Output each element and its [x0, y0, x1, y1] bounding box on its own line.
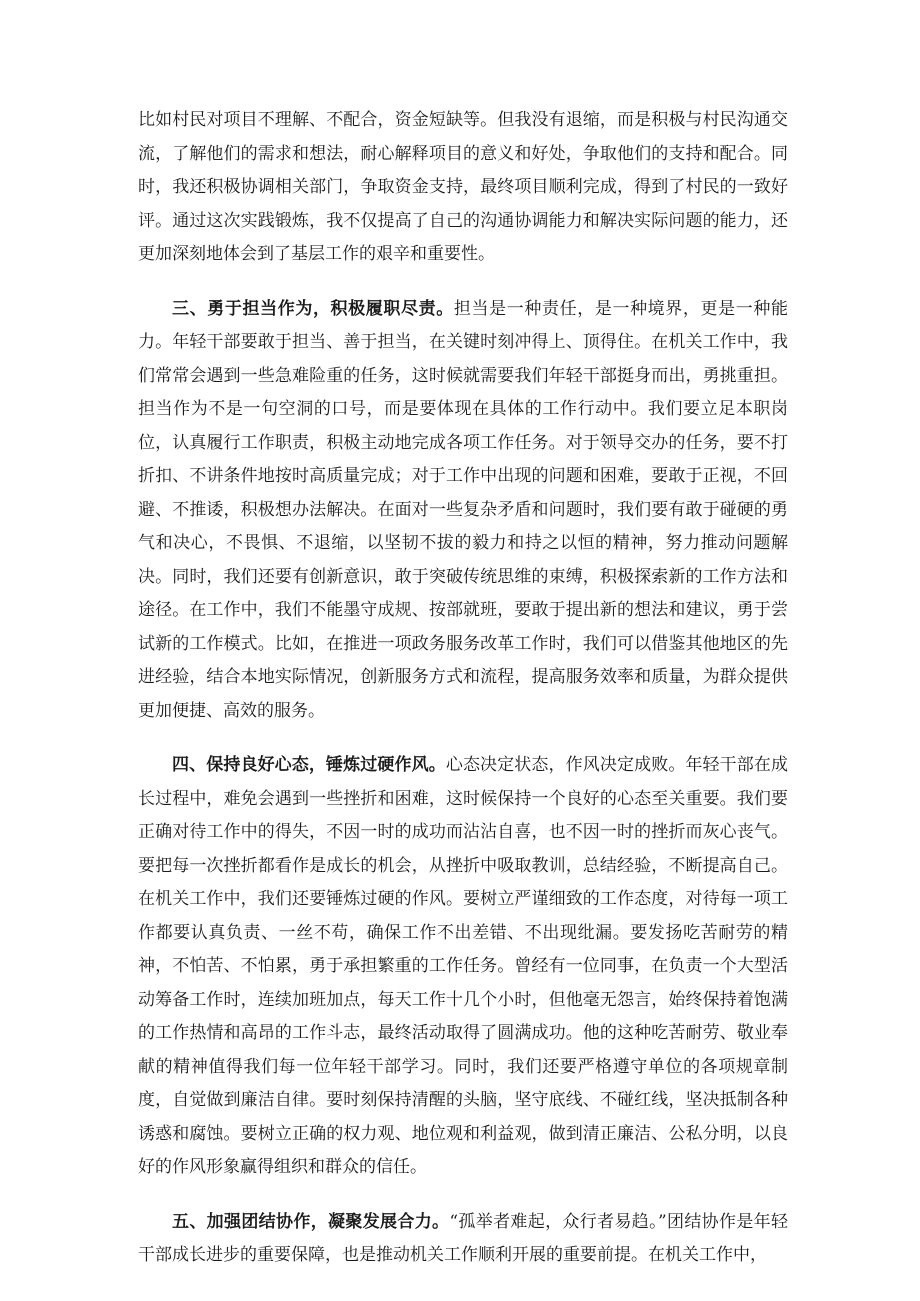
- paragraph-text: 比如村民对项目不理解、不配合，资金短缺等。但我没有退缩，而是积极与村民沟通交流，了解他们的需求和想法，耐心解释项目的意义和好处，争取他们的支持和配合。同时，我还积极协调相关部门，争取资金支持，最终项目顺利完成，得到了村民的一致好评。通过这次实践锻炼，我不仅提高了自己的沟通协调能力和解决实际问题的能力，还更加深刻地体会到了基层工作的艰辛和重要性。: [138, 110, 788, 264]
- paragraph-section-3: [138, 293, 788, 729]
- section-heading: 三、勇于担当作为，积极履职尽责。: [172, 298, 454, 319]
- paragraph-text: “孤举者难起，众行者易趋。”团结协作是年轻干部成长进步的重要保障，也是推动机关工作顺利开展的重要前提。在机关工作中，: [138, 1211, 788, 1265]
- paragraph-text: 心态决定状态，作风决定成败。年轻干部在成长过程中，难免会遇到一些挫折和困难，这时候保持一个良好的心态至关重要。我们要正确对待工作中的得失，不因一时的成功而沾沾自喜，也不因一时的挫折而灰心丧气。要把每一次挫折都看作是成长的机会，从挫折中吸取教训，总结经验，不断提高自己。在机关工作中，我们还要锤炼过硬的作风。要树立严谨细致的工作态度，对待每一项工作都要认真负责、一丝不苟，确保工作不出差错、不出现纰漏。要发扬吃苦耐劳的精神，不怕苦、不怕累，勇于承担繁重的工作任务。曾经有一位同事，在负责一个大型活动筹备工作时，连续加班加点，每天工作十几个小时，但他毫无怨言，始终保持着饱满的工作热情和高昂的工作斗志，最终活动取得了圆满成功。他的这种吃苦耐劳、敬业奉献的精神值得我们每一位年轻干部学习。同时，我们还要严格遵守单位的各项规章制度，自觉做到廉洁自律。要时刻保持清醒的头脑，坚守底线、不碰红线，坚决抵制各种诱惑和腐蚀。要树立正确的权力观、地位观和利益观，做到清正廉洁、公私分明，以良好的作风形象赢得组织和群众的信任。: [138, 755, 788, 1177]
- paragraph-text: 担当是一种责任，是一种境界，更是一种能力。年轻干部要敢于担当、善于担当，在关键时刻冲得上、顶得住。在机关工作中，我们常常会遇到一些急难险重的任务，这时候就需要我们年轻干部挺身而出，勇挑重担。担当作为不是一句空洞的口号，而是要体现在具体的工作行动中。我们要立足本职岗位，认真履行工作职责，积极主动地完成各项工作任务。对于领导交办的任务，要不打折扣、不讲条件地按时高质量完成；对于工作中出现的问题和困难，要敢于正视，不回避、不推诿，积极想办法解决。在面对一些复杂矛盾和问题时，我们要有敢于碰硬的勇气和决心，不畏惧、不退缩，以坚韧不拔的毅力和持之以恒的精神，努力推动问题解决。同时，我们还要有创新意识，敢于突破传统思维的束缚，积极探索新的工作方法和途径。在工作中，我们不能墨守成规、按部就班，要敢于提出新的想法和建议，勇于尝试新的工作模式。比如，在推进一项政务服务改革工作时，我们可以借鉴其他地区的先进经验，结合本地实际情况，创新服务方式和流程，提高服务效率和质量，为群众提供更加便捷、高效的服务。: [138, 298, 789, 721]
- section-heading: 五、加强团结协作，凝聚发展合力。: [172, 1211, 450, 1232]
- section-heading: 四、保持良好心态，锤炼过硬作风。: [172, 755, 446, 775]
- paragraph-continuation: [138, 104, 788, 272]
- paragraph-section-5: [138, 1206, 788, 1273]
- document-page: [138, 104, 788, 1294]
- paragraph-section-4: [138, 749, 788, 1185]
